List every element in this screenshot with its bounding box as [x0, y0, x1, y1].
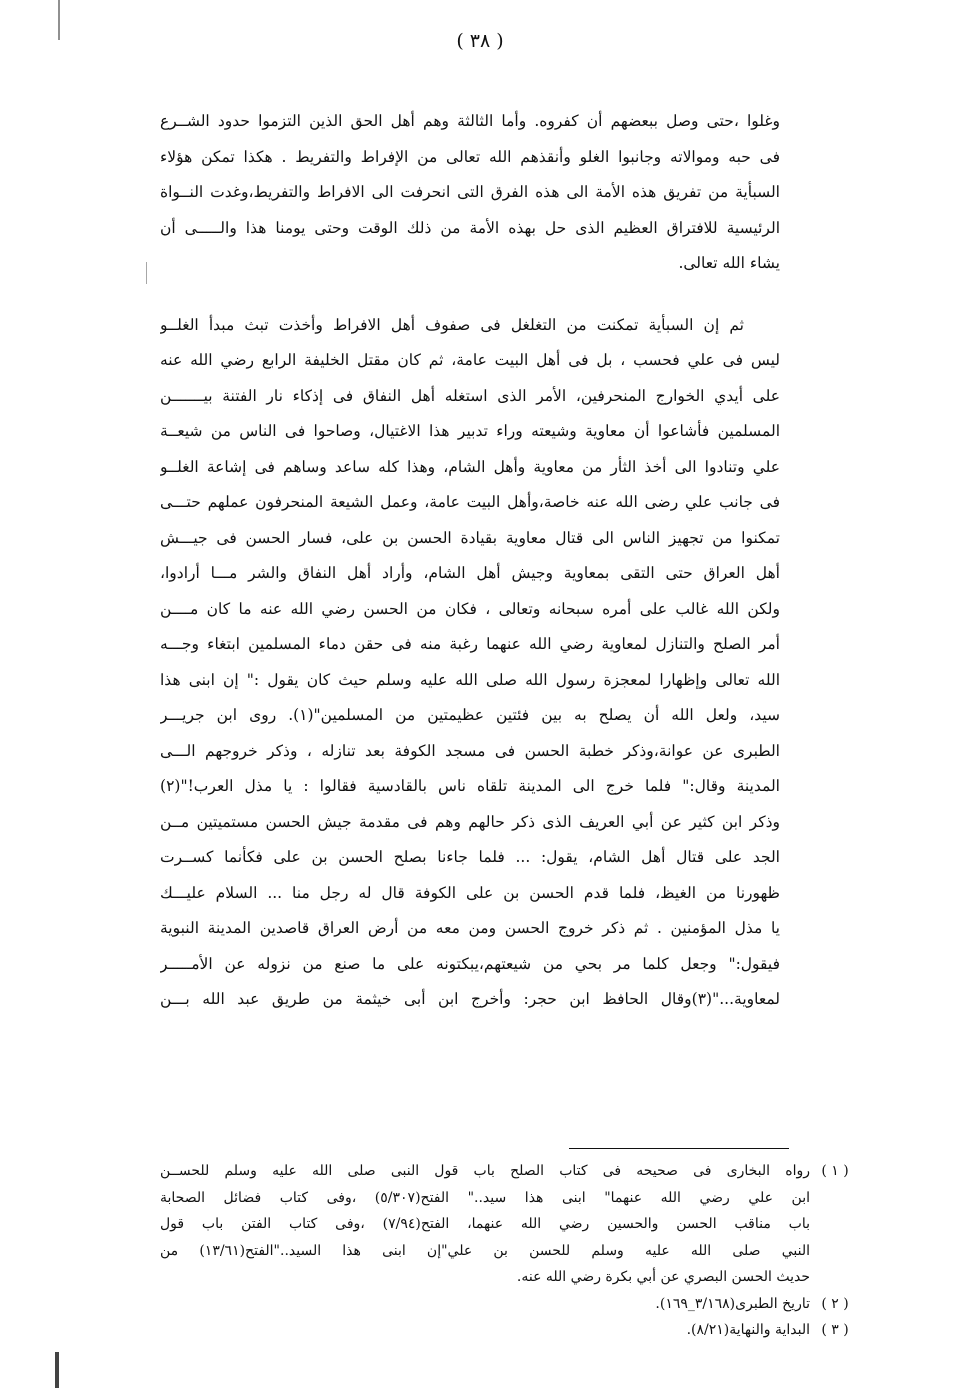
text-line: تمكنوا من تجهيز الناس الى قتال معاوية بقيادة الحسن بن على، فسار الحسن فى جيـــش	[160, 528, 780, 547]
text-line: الرئيسية للافتراق العظيم الذى حل بهذه الأمة من ذلك الوقت وحتى يومنا هذا والـــــى أن	[160, 218, 780, 237]
footnote-2	[160, 1291, 860, 1318]
text-line: ليس فى علي فحسب ، بل فى أهل البيت عامة، ثم كان مقتل الخليفة الرابع رضي الله عنه	[160, 351, 780, 369]
text-line: المدينة وقال:" فلما خرج الى المدينة تلقاه ناس بالقادسية فقالوا : يا مذل العرب!"(٢)	[160, 777, 780, 795]
footnote-number: ( ٢ )	[821, 1295, 849, 1312]
text-line: ولكن الله غالب على أمره سبحانه وتعالى ، فكان من الحسن رضي الله عنه ما كان مــــن	[160, 599, 780, 618]
text-line: علي وتنادوا الى أخذ الثأر من معاوية وأهل الشام، وهذا كله ساعد وساهم فى إشاعة الغلــو	[160, 457, 780, 476]
text-line: يا مذل المؤمنين . ثم ذكر خروج الحسن ومن معه من أرض العراق قاصدين المدينة النبوية	[160, 919, 780, 937]
text-line: وغلوا ،حتى وصل ببعضهم أن كفروه. وأما الثالثة وهم أهل الحق الذين التزموا حدود الشــرع	[160, 112, 780, 130]
footnote-line: باب مناقب الحسن والحسين رضي الله عنهما، الفتح(٧/٩٤) ،وفى كتاب الفتن باب قول	[160, 1216, 810, 1232]
footnote-line: رواه البخارى فى صحيحه فى كتاب الصلح باب قول النبى صلى الله عليه وسلم للحســن	[160, 1163, 810, 1179]
footnote-number: ( ٣ )	[821, 1322, 849, 1338]
footnote-line: البداية والنهاية(٨/٢١).	[686, 1322, 810, 1338]
page-number: ( ٣٨ )	[456, 30, 504, 52]
text-line: الطبرى عن عوانة،وذكر خطبة الحسن فى مسجد الكوفة بعد تنازله ، وذكر خروجهم الـــى	[160, 741, 780, 760]
footnote-number: ( ١ )	[821, 1163, 849, 1179]
footnote-1	[160, 1158, 860, 1291]
text-line: المسلمين فأشاعوا أن معاوية وشيعته وراء تدبير هذا الاغتيال، وصاحوا فى الناس من شيعــة	[160, 422, 780, 440]
scan-margin-mark	[146, 262, 147, 284]
text-line: ثم إن السبأية تمكنت من التغلغل فى صفوف أهل الافراط وأخذت تبث مبدأ الغلــو	[160, 315, 744, 334]
text-line: وذكر ابن كثير عن أبي العريف الذى ذكر حالهم وهم فى مقدمة جيش الحسن مستميتين مــن	[160, 812, 780, 831]
text-line: ظهورنا من الغيظ، فلما قدم الحسن بن على الكوفة قال له رجل منا ... السلام عليـــك	[160, 883, 780, 902]
footnote-divider	[569, 1148, 789, 1149]
footnote-3	[160, 1317, 860, 1344]
text-line: فيقول:" وجعل كلما مر بحي من شيعتهم،يبكتونه على ما صنع من نزوله عن الأمـــــر	[160, 954, 780, 973]
footnote-line: تاريخ الطبرى(٣/١٦٨_١٦٩).	[655, 1295, 810, 1312]
text-line: السبأية من تفريق هذه الأمة الى هذه الفرق التى انحرفت الى الافراط والتفريط،وغدت النــواة	[160, 183, 780, 201]
footnote-line: ابن علي رضي الله عنهما" ابنى هذا سيد.." الفتح(٥/٣٠٧) ،وفى كتاب فضائل الصحابة	[160, 1189, 810, 1206]
scan-margin-mark	[58, 0, 60, 40]
text-line: فى حبه وموالاته وجانبوا الغلو وأنقذهم الله تعالى من الإفراط والتفريط . هكذا تمكن هؤلاء	[160, 147, 780, 166]
paragraph-1	[160, 104, 780, 282]
text-line: الله تعالى وإظهارا لمعجزة رسول الله صلى الله عليه وسلم حيث كان يقول :" إن ابنى هذا	[160, 670, 780, 689]
text-line: يشاء الله تعالى.	[678, 254, 780, 272]
text-line: على أيدي الخوارج المنحرفين، الأمر الذى استغله أهل النفاق فى إذكاء نار الفتنة بيـــــــن	[160, 386, 780, 405]
scan-margin-mark	[55, 1352, 59, 1388]
text-line: أمر الصلح والتنازل لمعاوية رضي الله عنهما رغبة منه فى حقن دماء المسلمين ابتغاء وجـــه	[160, 635, 780, 653]
text-line: أهل العراق حتى التقى بمعاوية وجيش أهل الشام، وأراد أهل النفاق والشر مـــا أرادوا،	[160, 564, 780, 582]
body-text	[160, 104, 780, 1018]
text-line: فى جانب علي رضى الله عنه خاصة،وأهل البيت عامة، وعمل الشيعة المنحرفون عملهم حتـــى	[160, 493, 780, 511]
footnote-line: النبي صلى الله عليه وسلم للحسن بن علي"إن ابنى هذا السيد.."الفتح(١٣/٦١) من	[160, 1242, 810, 1259]
footnote-line: حديث الحسن البصري عن أبي بكرة رضي الله عنه.	[516, 1269, 810, 1285]
text-line: لمعاوية..."(٣)وقال الحافظ ابن حجر: وأخرج ابن أبى خيثمة من طريق عبد الله بـــن	[160, 990, 780, 1008]
footnotes	[160, 1158, 860, 1344]
paragraph-2	[160, 308, 780, 1018]
text-line: سيد، ولعل الله أن يصلح به بين فئتين عظيمتين من المسلمين"(١). روى ابن جريـــر	[160, 706, 780, 724]
text-line: الجد على قتال أهل الشام، يقول: ... فلما جاءنا بصلح الحسن بن على فكأنما كســرت	[160, 848, 780, 866]
